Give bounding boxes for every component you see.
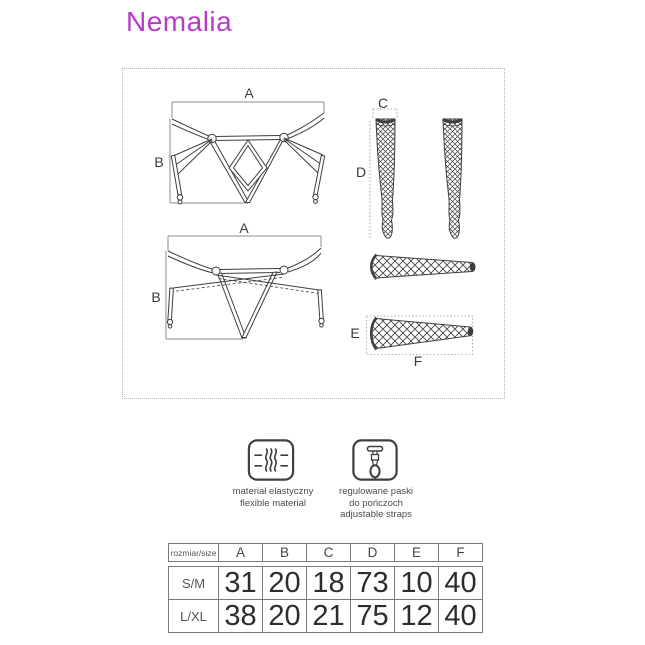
caption-line: do pończoch: [349, 497, 403, 509]
measurement-cell: 12: [394, 599, 439, 633]
measurement-cell: 20: [262, 599, 307, 633]
dimension-label-a-back: A: [239, 220, 249, 236]
measurement-cell: 75: [350, 599, 395, 633]
technical-drawing-box: [122, 68, 505, 399]
measurement-cell: 73: [350, 566, 395, 600]
feature-caption-flexible: [233, 486, 314, 509]
size-table-header-row: [168, 543, 483, 562]
feature-adjustable-straps: [352, 439, 398, 481]
size-row-lxl: [168, 599, 483, 633]
dimension-label-c: C: [377, 95, 389, 111]
column-header-d: D: [350, 543, 395, 562]
caption-line: materiał elastyczny: [232, 486, 314, 497]
dimension-label-d: D: [355, 164, 367, 180]
caption-line: regulowane paski: [339, 486, 413, 497]
stockings-drawing: [370, 109, 462, 238]
column-header-c: C: [306, 543, 351, 562]
dimension-label-f: F: [413, 353, 423, 369]
net-tubes-drawing: [367, 255, 476, 355]
column-header-a: A: [218, 543, 263, 562]
size-label: S/M: [168, 566, 219, 600]
dimension-label-e: E: [350, 325, 360, 341]
size-table-header-label: rozmiar/size: [168, 543, 219, 562]
size-table: [168, 543, 483, 633]
measurement-cell: 21: [306, 599, 351, 633]
measurement-cell: 20: [262, 566, 307, 600]
size-label: L/XL: [168, 599, 219, 633]
column-header-f: F: [438, 543, 483, 562]
caption-line: flexible material: [240, 497, 306, 509]
garter-belt-back-drawing: [166, 236, 324, 339]
feature-flexible-material: [248, 439, 295, 481]
caption-line: adjustable straps: [340, 509, 412, 520]
feature-caption-straps: [339, 486, 413, 521]
garter-strap-icon: [352, 439, 398, 481]
measurement-cell: 18: [306, 566, 351, 600]
measurement-cell: 40: [438, 599, 483, 633]
measurement-cell: 31: [218, 566, 263, 600]
dimension-label-b-front: B: [154, 154, 164, 170]
measurement-cell: 38: [218, 599, 263, 633]
garter-belt-front-drawing: [170, 102, 325, 204]
column-header-e: E: [394, 543, 439, 562]
dimension-label-a-front: A: [244, 85, 254, 101]
measurement-cell: 10: [394, 566, 439, 600]
dimension-label-b-back: B: [151, 289, 161, 305]
size-row-sm: [168, 566, 483, 600]
stretch-fabric-icon: [248, 439, 295, 481]
garment-line-drawing: [123, 69, 504, 398]
column-header-b: B: [262, 543, 307, 562]
page-title: Nemalia: [126, 6, 233, 37]
measurement-cell: 40: [438, 566, 483, 600]
